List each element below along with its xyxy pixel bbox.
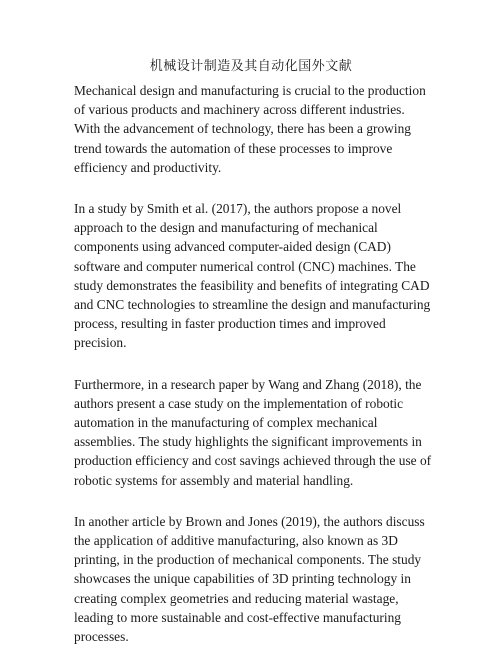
paragraph-intro: Mechanical design and manufacturing is crucial to the production of various products and machinery across different industries. With the advancement of technology, there has been a growing trend towards the automation of these processes to improve efficiency and productivity. bbox=[74, 83, 426, 175]
paragraph-smith-study: In a study by Smith et al. (2017), the authors propose a novel approach to the design and manufacturing of mechanical components using advanced computer-aided design (CAD) software and computer numerical control (CNC) machines. The study demonstrates the feasibility and benefits of integrating CAD and CNC technologies to streamline the design and manufacturing process, resulting in faster production times and improved precision. bbox=[74, 201, 431, 351]
paragraph-wang-zhang-study: Furthermore, in a research paper by Wang and Zhang (2018), the authors present a case study on the implementation of robotic automation in the manufacturing of complex mechanical assemblies. The study highlights the significant improvements in production efficiency and cost savings achieved through the use of robotic systems for assembly and material handling. bbox=[74, 376, 432, 488]
paragraph-brown-jones-study: In another article by Brown and Jones (2019), the authors discuss the application of additive manufacturing, also known as 3D printing, in the production of mechanical components. The study showcases the unique capabilities of 3D printing technology in creating complex geometries and reducing material wastage, leading to more sustainable and cost-effective manufacturing processes. bbox=[74, 513, 425, 645]
document-body bbox=[74, 81, 434, 668]
document-title: 机械设计制造及其自动化国外文献 bbox=[149, 59, 353, 74]
